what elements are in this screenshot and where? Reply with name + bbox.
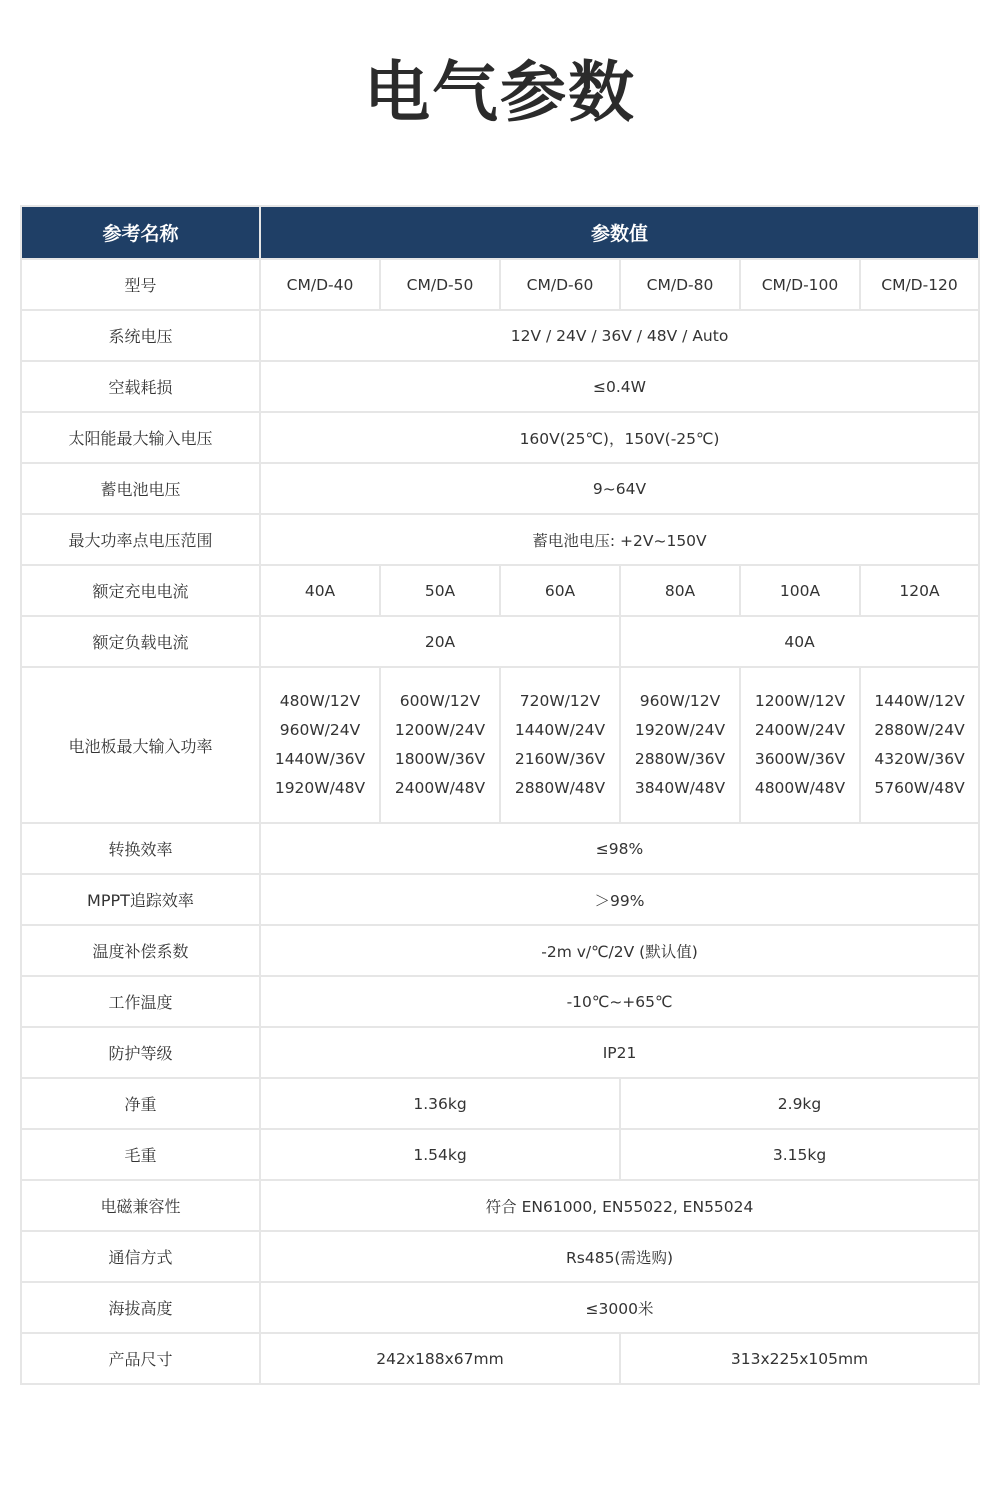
- row-label-protection-grade: 防护等级: [21, 1027, 260, 1078]
- table-row: [21, 259, 979, 310]
- row-label-gross-weight: 毛重: [21, 1129, 260, 1180]
- gross-weight-cell: 1.54kg: [260, 1129, 620, 1180]
- charge-current-cell: 100A: [740, 565, 860, 616]
- battery-voltage-value: 9~64V: [260, 463, 979, 514]
- panel-power-line: 480W/12V: [279, 692, 361, 710]
- row-label-model: 型号: [21, 259, 260, 310]
- row-label-altitude: 海拔高度: [21, 1282, 260, 1333]
- panel-power-line: 1440W/12V: [874, 692, 965, 710]
- panel-power-cell: [260, 667, 380, 823]
- model-cell: CM/D-50: [380, 259, 500, 310]
- model-cell: CM/D-60: [500, 259, 620, 310]
- panel-power-line: 960W/24V: [279, 721, 361, 739]
- solar-max-input-voltage-value: 160V(25℃)，150V(-25℃): [260, 412, 979, 463]
- table-header-row: [21, 206, 979, 259]
- panel-power-cell: [380, 667, 500, 823]
- row-label-panel-max-input-power: 电池板最大输入功率: [21, 667, 260, 823]
- model-cell: CM/D-80: [620, 259, 740, 310]
- dimensions-cell: 242x188x67mm: [260, 1333, 620, 1384]
- table-row: [21, 463, 979, 514]
- model-cell: CM/D-40: [260, 259, 380, 310]
- panel-power-line: 1920W/24V: [634, 721, 726, 739]
- working-temperature-value: -10℃~+65℃: [260, 976, 979, 1027]
- no-load-loss-value: ≤0.4W: [260, 361, 979, 412]
- table-row: [21, 361, 979, 412]
- panel-power-line: 2160W/36V: [514, 750, 606, 768]
- mppt-tracking-efficiency-value: ＞99%: [260, 874, 979, 925]
- protection-grade-value: IP21: [260, 1027, 979, 1078]
- charge-current-cell: 60A: [500, 565, 620, 616]
- panel-power-line: 720W/12V: [519, 692, 601, 710]
- table-row: [21, 514, 979, 565]
- conversion-efficiency-value: ≤98%: [260, 823, 979, 874]
- table-row: [21, 1078, 979, 1129]
- row-label-mppt-voltage-range: 最大功率点电压范围: [21, 514, 260, 565]
- panel-power-line: 2400W/24V: [754, 721, 846, 739]
- table-row: [21, 1129, 979, 1180]
- panel-power-line: 1200W/12V: [754, 692, 846, 710]
- panel-power-line: 3600W/36V: [754, 750, 846, 768]
- panel-power-line: 2400W/48V: [394, 779, 486, 797]
- table-row: [21, 925, 979, 976]
- row-label-working-temperature: 工作温度: [21, 976, 260, 1027]
- row-label-solar-max-input-voltage: 太阳能最大输入电压: [21, 412, 260, 463]
- model-cell: CM/D-120: [860, 259, 979, 310]
- row-label-mppt-tracking-efficiency: MPPT追踪效率: [21, 874, 260, 925]
- row-label-conversion-efficiency: 转换效率: [21, 823, 260, 874]
- table-row: [21, 1282, 979, 1333]
- panel-power-line: 3840W/48V: [634, 779, 726, 797]
- header-value-col: 参数值: [260, 206, 979, 259]
- panel-power-cell: [740, 667, 860, 823]
- model-cell: CM/D-100: [740, 259, 860, 310]
- net-weight-cell: 2.9kg: [620, 1078, 979, 1129]
- spec-table: [20, 205, 980, 1385]
- page-title: 电气参数: [364, 54, 636, 131]
- mppt-voltage-range-value: 蓄电池电压: +2V~150V: [260, 514, 979, 565]
- gross-weight-cell: 3.15kg: [620, 1129, 979, 1180]
- table-row: [21, 823, 979, 874]
- emc-value: 符合 EN61000, EN55022, EN55024: [260, 1180, 979, 1231]
- table-row: [21, 1231, 979, 1282]
- row-label-rated-charge-current: 额定充电电流: [21, 565, 260, 616]
- charge-current-cell: 50A: [380, 565, 500, 616]
- panel-power-line: 1440W/24V: [514, 721, 606, 739]
- table-row: [21, 565, 979, 616]
- panel-power-line: 4320W/36V: [874, 750, 965, 768]
- panel-power-line: 1200W/24V: [394, 721, 486, 739]
- table-row: [21, 616, 979, 667]
- communication-value: Rs485(需选购): [260, 1231, 979, 1282]
- row-label-net-weight: 净重: [21, 1078, 260, 1129]
- table-row: [21, 874, 979, 925]
- table-row: [21, 667, 979, 823]
- load-current-cell: 40A: [620, 616, 979, 667]
- table-row: [21, 412, 979, 463]
- row-label-no-load-loss: 空载耗损: [21, 361, 260, 412]
- row-label-battery-voltage: 蓄电池电压: [21, 463, 260, 514]
- net-weight-cell: 1.36kg: [260, 1078, 620, 1129]
- panel-power-line: 1440W/36V: [274, 750, 366, 768]
- row-label-rated-load-current: 额定负载电流: [21, 616, 260, 667]
- temp-compensation-value: -2m v/℃/2V (默认值): [260, 925, 979, 976]
- panel-power-line: 960W/12V: [639, 692, 721, 710]
- row-label-emc: 电磁兼容性: [21, 1180, 260, 1231]
- charge-current-cell: 40A: [260, 565, 380, 616]
- panel-power-line: 2880W/24V: [874, 721, 965, 739]
- panel-power-cell: [500, 667, 620, 823]
- table-row: [21, 310, 979, 361]
- load-current-cell: 20A: [260, 616, 620, 667]
- panel-power-cell: [620, 667, 740, 823]
- row-label-temp-compensation: 温度补偿系数: [21, 925, 260, 976]
- panel-power-line: 2880W/48V: [514, 779, 606, 797]
- panel-power-line: 1800W/36V: [394, 750, 486, 768]
- table-row: [21, 1027, 979, 1078]
- panel-power-cell: [860, 667, 979, 823]
- header-name-col: 参考名称: [21, 206, 260, 259]
- table-row: [21, 1333, 979, 1384]
- panel-power-line: 5760W/48V: [874, 779, 965, 797]
- table-row: [21, 1180, 979, 1231]
- dimensions-cell: 313x225x105mm: [620, 1333, 979, 1384]
- table-row: [21, 976, 979, 1027]
- panel-power-line: 4800W/48V: [754, 779, 846, 797]
- row-label-communication: 通信方式: [21, 1231, 260, 1282]
- row-label-dimensions: 产品尺寸: [21, 1333, 260, 1384]
- row-label-system-voltage: 系统电压: [21, 310, 260, 361]
- panel-power-line: 1920W/48V: [274, 779, 366, 797]
- charge-current-cell: 80A: [620, 565, 740, 616]
- charge-current-cell: 120A: [860, 565, 979, 616]
- panel-power-line: 2880W/36V: [634, 750, 726, 768]
- altitude-value: ≤3000米: [260, 1282, 979, 1333]
- panel-power-line: 600W/12V: [399, 692, 481, 710]
- system-voltage-value: 12V / 24V / 36V / 48V / Auto: [260, 310, 979, 361]
